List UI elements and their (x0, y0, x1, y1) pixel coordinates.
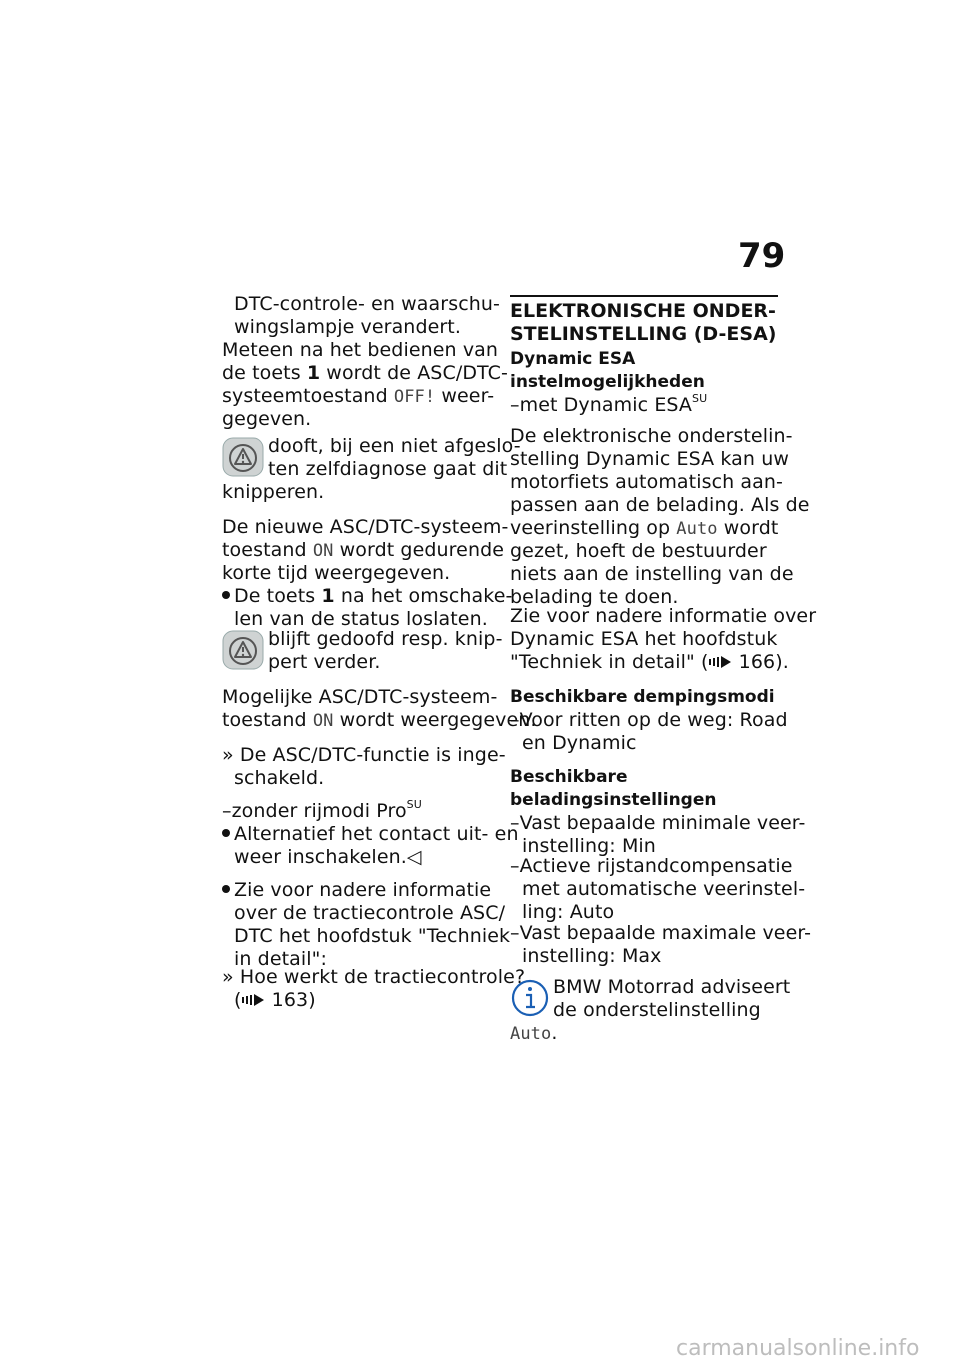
text-span: ( (234, 989, 242, 1011)
bullet-item (222, 823, 519, 846)
text-line: len van de status loslaten. (234, 608, 488, 630)
list-item: –Voor ritten op de weg: Road (510, 709, 788, 731)
text-line: en Dynamic (522, 732, 637, 754)
display-value: ON (312, 711, 334, 731)
text-span: wordt (717, 517, 779, 539)
text-line: wingslampje verandert. (234, 316, 461, 338)
text-line: DTC het hoofdstuk "Techniek (234, 925, 511, 947)
text-line: BMW Motorrad adviseert (553, 976, 791, 998)
text-span: weer- (435, 385, 495, 407)
text-span: toestand (222, 539, 313, 561)
text-span: "Techniek in detail" ( (510, 651, 709, 673)
text-span: 163) (265, 989, 316, 1011)
text-line: Mogelijke ASC/DTC-systeem- (222, 686, 498, 708)
text-span: De toets (234, 585, 322, 607)
text-line: stelling Dynamic ESA kan uw (510, 448, 789, 470)
superscript: SU (406, 798, 422, 811)
text-line: pert verder. (268, 651, 381, 673)
info-icon (510, 978, 550, 1018)
list-item: –Vast bepaalde maximale veer- (510, 922, 812, 944)
result-line: » De ASC/DTC-functie is inge- (222, 744, 506, 766)
list-item: –Actieve rijstandcompensatie (510, 855, 793, 877)
warning-lamp-icon (222, 437, 264, 477)
text-span: wordt gedurende (333, 539, 505, 561)
subheading: instelmogelijkheden (510, 372, 705, 392)
text-line (222, 709, 537, 733)
text-line: over de tractiecontrole ASC/ (234, 902, 506, 924)
text-line: korte tijd weergegeven. (222, 562, 451, 584)
text-span: Alternatief het contact uit- en (234, 823, 519, 845)
text-line: De nieuwe ASC/DTC-systeem- (222, 516, 509, 538)
text-line: in detail": (234, 948, 328, 970)
text-span: –zonder rijmodi Pro (222, 800, 407, 822)
key-number: 1 (306, 362, 321, 384)
text-line: instelling: Min (522, 835, 656, 857)
section-rule (510, 295, 778, 297)
text-line: ling: Auto (522, 901, 615, 923)
subheading: Beschikbare dempingsmodi (510, 687, 775, 707)
bullet-item (222, 585, 512, 608)
text-span: veerinstelling op (510, 517, 677, 539)
section-title: ELEKTRONISCHE ONDER- (510, 300, 776, 322)
text-line: Dynamic ESA het hoofdstuk (510, 628, 778, 650)
text-line: ten zelfdiagnose gaat dit (268, 458, 508, 480)
text-span: de toets (222, 362, 307, 384)
text-line: met automatische veerinstel- (522, 878, 806, 900)
subheading: Dynamic ESA (510, 349, 636, 369)
display-value: ON (312, 541, 334, 561)
text-line: passen aan de belading. Als de (510, 494, 810, 516)
page-reference[interactable] (234, 989, 316, 1012)
text-line: De elektronische onderstelin- (510, 425, 793, 447)
text-line (222, 539, 504, 563)
text-line: Meteen na het bedienen van (222, 339, 499, 361)
text-line: belading te doen. (510, 586, 679, 608)
text-line: knipperen. (222, 481, 325, 503)
text-line: gezet, hoeft de bestuurder (510, 540, 767, 562)
text-line: weer inschakelen.◁ (234, 846, 422, 868)
key-number: 1 (321, 585, 335, 607)
text-line (510, 394, 707, 417)
page-number: 79 (738, 236, 786, 276)
page-arrow-icon (242, 993, 266, 1007)
text-line (510, 1022, 557, 1046)
text-line (222, 800, 422, 823)
page-reference[interactable] (510, 651, 789, 674)
text-span: –met Dynamic ESA (510, 394, 693, 416)
text-span: . (551, 1022, 558, 1044)
text-line: motorfiets automatisch aan- (510, 471, 784, 493)
display-value: OFF! (393, 387, 436, 407)
text-line: dooft, bij een niet afgeslo- (268, 435, 521, 457)
text-span: wordt de ASC/DTC- (320, 362, 508, 384)
subheading: beladingsinstellingen (510, 790, 717, 810)
display-value: Auto (510, 1024, 552, 1044)
text-span: wordt weergegeven. (333, 709, 537, 731)
text-line: instelling: Max (522, 945, 662, 967)
text-span: toestand (222, 709, 313, 731)
display-value: Auto (676, 519, 718, 539)
page-arrow-icon (709, 655, 733, 669)
superscript: SU (692, 392, 708, 405)
text-line: de onderstelinstelling (553, 999, 761, 1021)
text-line: DTC-controle- en waarschu- (234, 293, 500, 315)
text-line: schakeld. (234, 767, 325, 789)
text-span: systeemtoestand (222, 385, 394, 407)
warning-lamp-icon (222, 630, 264, 670)
text-line (510, 517, 778, 541)
text-span: 166). (732, 651, 789, 673)
text-line: blijft gedoofd resp. knip- (268, 628, 503, 650)
text-line: gegeven. (222, 408, 312, 430)
text-span: na het omschake- (334, 585, 513, 607)
bullet-item (222, 879, 491, 902)
text-span: Zie voor nadere informatie (234, 879, 492, 901)
text-line (222, 385, 494, 409)
subheading: Beschikbare (510, 767, 628, 787)
text-line: Zie voor nadere informatie over (510, 605, 817, 627)
bullet-icon (222, 829, 230, 837)
bullet-icon (222, 885, 230, 893)
section-title: STELINSTELLING (D-ESA) (510, 323, 777, 345)
bullet-icon (222, 591, 230, 599)
text-line (222, 362, 508, 385)
text-line: niets aan de instelling van de (510, 563, 794, 585)
list-item: –Vast bepaalde minimale veer- (510, 812, 806, 834)
watermark: carmanualsonline.info (676, 1336, 920, 1361)
link-line[interactable]: » Hoe werkt de tractiecontrole? (222, 966, 526, 988)
